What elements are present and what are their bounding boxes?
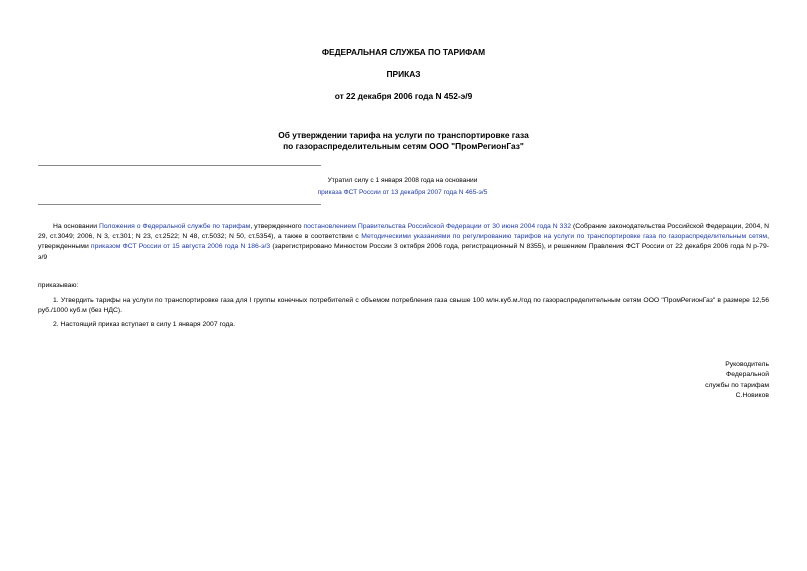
status-repeal-link[interactable]: приказа ФСТ России от 13 декабря 2007 года N 465-э/5 (317, 189, 488, 196)
status-block (230, 175, 575, 199)
preamble-paragraph: На основании Положения о Федеральной службе по тарифам, утвержденного постановлением Правительства Российской Федерации от 30 июня 2004 года N 332 (Собрание законодательства Российской Федерации, 2004, N 29, ст.3049; 2006, N 3, ст.301; N 23, ст.2522; N 48, ст.5032; N 50, ст.5354), а также в соответствии с Методическими указаниями по регулированию тарифов на услуги по транспортировке газа по газораспределительным сетям, утвержденными приказом ФСТ России от 15 августа 2006 года N 186-э/3 (зарегистрировано Минюстом России 3 октября 2006 года, регистрационный N 8355), и решением Правления ФСТ России от 22 декабря 2006 года N р-79-э/9 (38, 223, 769, 261)
regulation-link[interactable]: Положения о Федеральной службе по тарифам (99, 223, 251, 230)
item-2: 2. Настоящий приказ вступает в силу 1 января 2007 года. (53, 321, 236, 328)
subject-line-2: по газораспределительным сетям ООО "ПромРегионГаз" (283, 141, 524, 151)
signature-position-1: Руководитель (725, 361, 769, 368)
signature-position-3: службы по тарифам (705, 381, 769, 389)
signature-name: С.Новиков (735, 392, 769, 400)
signature-block (705, 360, 769, 402)
divider-bottom (38, 204, 321, 205)
divider-top (38, 165, 321, 166)
document-type: ПРИКАЗ (386, 69, 421, 79)
subject-line-1: Об утверждении тарифа на услуги по транспортировке газа (278, 130, 529, 140)
signature-position-2: Федеральной (726, 371, 769, 379)
status-text: Утратил силу с 1 января 2008 года на основании (327, 177, 478, 184)
methodical-guidelines-link[interactable]: Методическими указаниями по регулированию тарифов на услуги по транспортировке газа по газораспределительным сетям (361, 233, 768, 241)
agency-title: ФЕДЕРАЛЬНАЯ СЛУЖБА ПО ТАРИФАМ (321, 47, 486, 57)
government-decree-link[interactable]: постановлением Правительства Российской Федерации от 30 июня 2004 года N 332 (303, 223, 572, 230)
fst-order-link[interactable]: приказом ФСТ России от 15 августа 2006 года N 186-э/3 (90, 243, 271, 251)
document-date-number: от 22 декабря 2006 года N 452-э/9 (334, 91, 473, 101)
item-1: 1. Утвердить тарифы на услуги по транспортировке газа для I группы конечных потребителей с объемом потребления газа свыше 100 млн.куб.м./год по газораспределительным сетям ООО "ПромРегионГаз" в размере 12,56 руб./1000 куб.м (без НДС). (38, 297, 769, 315)
order-word: приказываю: (38, 282, 79, 289)
